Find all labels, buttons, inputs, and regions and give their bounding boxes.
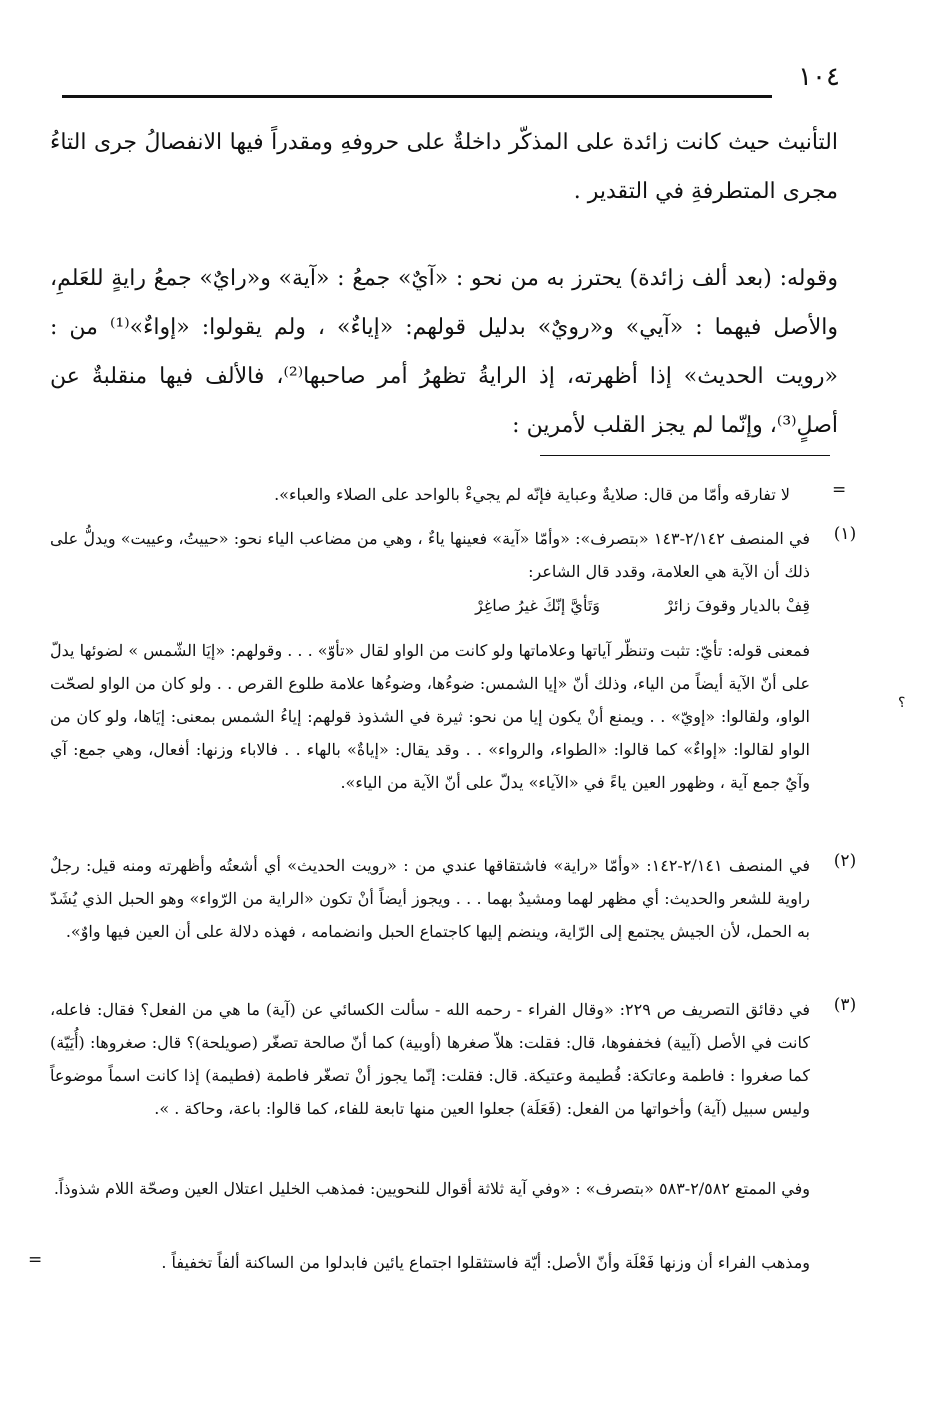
- poem-hemistich-1: قِفْ بالديار وقوفَ زائرْ: [665, 596, 810, 615]
- page-number: ١٠٤: [798, 62, 840, 92]
- continuation-mark: =: [832, 480, 847, 500]
- main-paragraph-2: وقوله: (بعد ألف زائدة) يحترز به من نحو : «آيٌ» جمعُ : «آية» و«رايٌ» جمعُ رايةٍ للعَلمِ، والأصل فيهما : «آيي» و«رويٌ» بدليل قولهم: «إياءٌ» ، ولم يقولوا: «إواءٌ»⁽¹⁾ من : «رويت الحديث» إذا أظهرته، إذ الرايةُ تظهرُ أمر صاحبها⁽²⁾، فالألف فيها منقلبةٌ عن أصلٍ⁽³⁾، وإنّما لم يجز القلب لأمرين :: [50, 266, 838, 438]
- main-paragraph-1: التأنيث حيث كانت زائدة على المذكّر داخلةٌ على حروفهِ ومقدراً فيها الانفصالُ جرى التاءُ مجرى المتطرفةِ في التقدير .: [50, 130, 838, 204]
- header-rule: [62, 95, 772, 98]
- continues-next-page-mark: =: [28, 1250, 43, 1270]
- footnote-separator: [540, 455, 830, 456]
- footnote-3-farra: ومذهب الفراء أن وزنها فَعْلَة وأنّ الأصل: أيّة فاستثقلوا اجتماع يائين فابدلوا من الساكنة ألفاً تخفيفاً .: [161, 1253, 810, 1272]
- footnote-3-mumti: وفي الممتع ٢/٥٨٢-٥٨٣ «بتصرف» : «وفي آية ثلاثة أقوال للنحويين: فمذهب الخليل اعتلال العين وصحّة اللام شذوذاً.: [53, 1179, 810, 1198]
- footnote-1-number: (١): [833, 524, 857, 544]
- footnote-3-number: (٣): [833, 995, 857, 1015]
- footnote-1-text: في المنصف ٢/١٤٢-١٤٣ «بتصرف»: «وأمّا «آية» فعينها ياءٌ ، وهي من مضاعب الياء نحو: «حييتُ، وعييت» ويدلُّ على ذلك أن الآية هي العلامة، وقدد قال الشاعر:: [50, 529, 810, 581]
- poem-hemistich-2: وَتَأيَّ إنّكَ غيرُ صاغِرْ: [475, 596, 600, 615]
- footnote-1-explanation: فمعنى قوله: تأيّ: تثبت وتنظّر آياتها وعلاماتها ولو كانت من الواو لقال «تأوّ» . . . وقولهم: «إيَا الشّمس » لضوئها يدلّ على أنّ الآية أيضاً من الياء، وذلك أنّ «إيا الشمس: ضوءُها، وضوءُها علامة طلوع القرص . . ولو كان من الواو لصحّت الواو، ولقالوا: «إويّ» . . ويمنع أنْ يكون إيا من نحو: ثيرة في الشذوذ قولهم: إياءُ الشمس بمعنى: إيَاها، ولو كان من الواو لقالوا: «إواءٌ» كما قالوا: «الطواء، والرواء» . . وقد يقال: «إياةٌ» بالهاء . . فالاباء وزنها: أفعال، وهي جمع: آي وآيٌ جمع آية ، وظهور العين ياءً في «الآياء» يدلّ على أنّ الآية من الياء».: [50, 641, 811, 792]
- footnote-continuation: لا تفارقه وأمّا من قال: صلايةٌ وعباية فإنّه لم يجيءْ بالواحد على الصلاء والعباء».: [274, 485, 790, 504]
- footnote-2-text: في المنصف ٢/١٤١-١٤٢: «وأمّا «راية» فاشتقاقها عندي من : «رويت الحديث» أي أشعتُه وأظهرته ومنه قيل: رجلٌ راوية للشعر والحديث: أي مظهر لهما ومشيدٌ بهما . . . ويجوز أيضاً أنْ تكون «الراية من الرّواء» وهو الحبل الذي يُشَدّ به الحمل، لأن الجيش يجتمع إلى الرّاية، وينضم إليها كاجتماع الحبل وانضمامه ، فهذه دلالة على أن العين فيها واوٌ».: [50, 856, 810, 941]
- footnote-3-text: في دقائق التصريف ص ٢٢٩: «وقال الفراء - رحمه الله - سألت الكسائي عن (آية) ما هي من الفعل؟ فقال: فاعله، كانت في الأصل (آيية) فخففوها، قال: فقلت: هلاّ صغرها (أوبية) كما أنّ صالحة تصغّر (صويلحة)؟ قال: صغروها: (أُيَيّة) كما صغروا : فاطمة وعاتكة: فُطيمة وعتيكة. قال: فقلت: إنّما يجوز أنْ تصغّر فاطمة (فطيمة) إذا كانت اسماً موضوعاً وليس سبيل (آية) وأخواتها من الفعل: (فَعَلَة) جعلوا العين منها تابعة للفاء، كما قالوا: باعة، وحاكة . ».: [50, 1000, 811, 1118]
- margin-mark: ؟: [898, 695, 906, 711]
- footnote-2-number: (٢): [833, 851, 857, 871]
